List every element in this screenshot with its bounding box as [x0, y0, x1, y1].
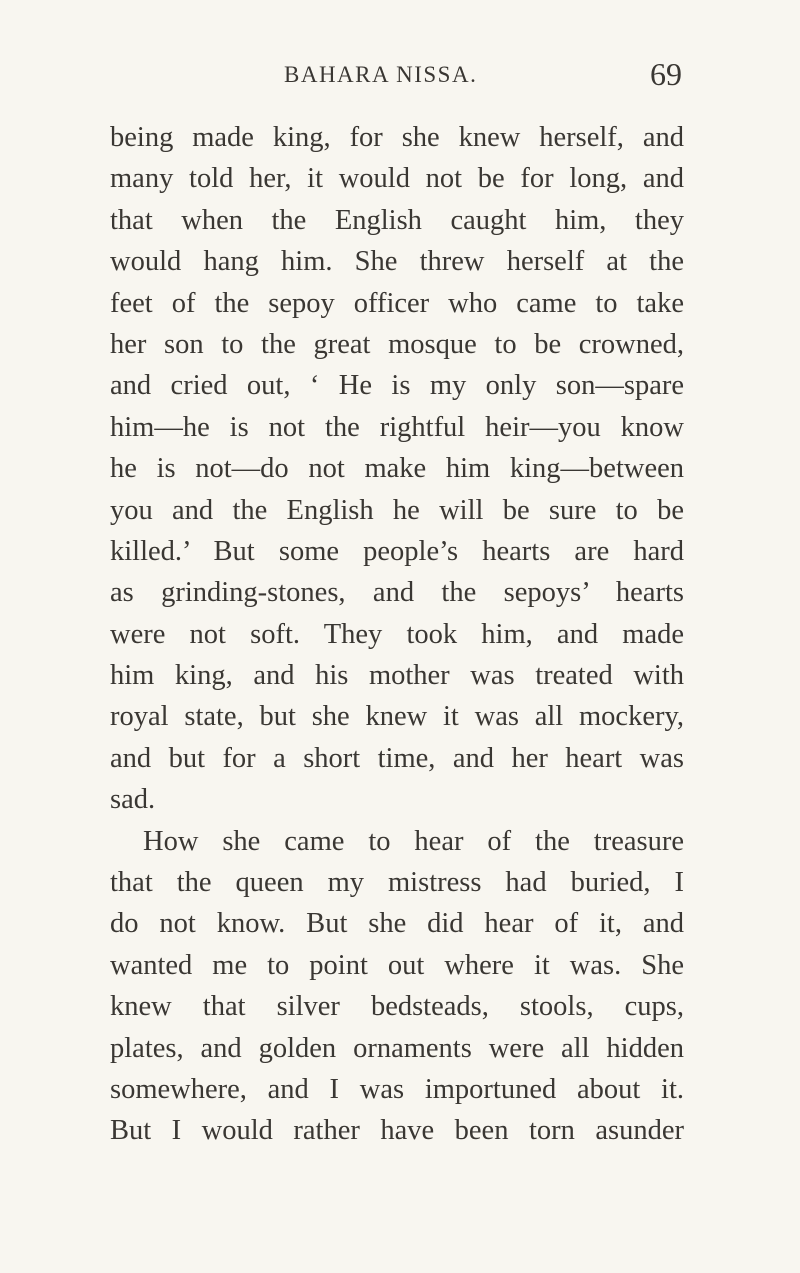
text-line: that when the English caught him, they — [110, 204, 684, 236]
text-line: many told her, it would not be for long, and — [110, 163, 684, 195]
text-line: her son to the great mosque to be crowned, — [110, 328, 684, 360]
text-line: you and the English he will be sure to be — [110, 494, 684, 526]
body-text — [110, 117, 684, 1152]
text-line: knew that silver bedsteads, stools, cups, — [110, 991, 684, 1023]
text-line: do not know. But she did hear of it, and — [110, 908, 684, 940]
text-line: feet of the sepoy officer who came to take — [110, 287, 684, 319]
text-line: being made king, for she knew herself, and — [110, 122, 684, 153]
text-line: plates, and golden ornaments were all hidden — [110, 1032, 684, 1064]
text-line: him king, and his mother was treated with — [110, 660, 684, 692]
text-line: he is not—do not make him king—between — [110, 453, 684, 485]
text-line: killed.’ But some people’s hearts are hard — [110, 535, 684, 567]
running-title: BAHARA NISSA. — [284, 62, 478, 87]
text-line: But I would rather have been torn asunder — [110, 1115, 684, 1147]
running-head — [110, 56, 682, 100]
page-number: 69 — [650, 56, 682, 92]
text-line: him—he is not the rightful heir—you know — [110, 411, 684, 443]
text-line: royal state, but she knew it was all mockery, — [110, 701, 684, 733]
paragraph-end-line: sad. — [110, 784, 156, 816]
text-line: were not soft. They took him, and made — [110, 618, 684, 650]
text-line: and but for a short time, and her heart was — [110, 742, 684, 774]
text-line: as grinding-stones, and the sepoys’ hearts — [110, 577, 684, 609]
text-line: would hang him. She threw herself at the — [110, 246, 684, 278]
text-line: wanted me to point out where it was. She — [110, 949, 684, 981]
text-line: somewhere, and I was importuned about it. — [110, 1073, 684, 1105]
text-line: that the queen my mistress had buried, I — [110, 867, 684, 899]
text-line: and cried out, ‘ He is my only son—spare — [110, 370, 684, 402]
paragraph-start-line: How she came to hear of the treasure — [143, 825, 684, 857]
